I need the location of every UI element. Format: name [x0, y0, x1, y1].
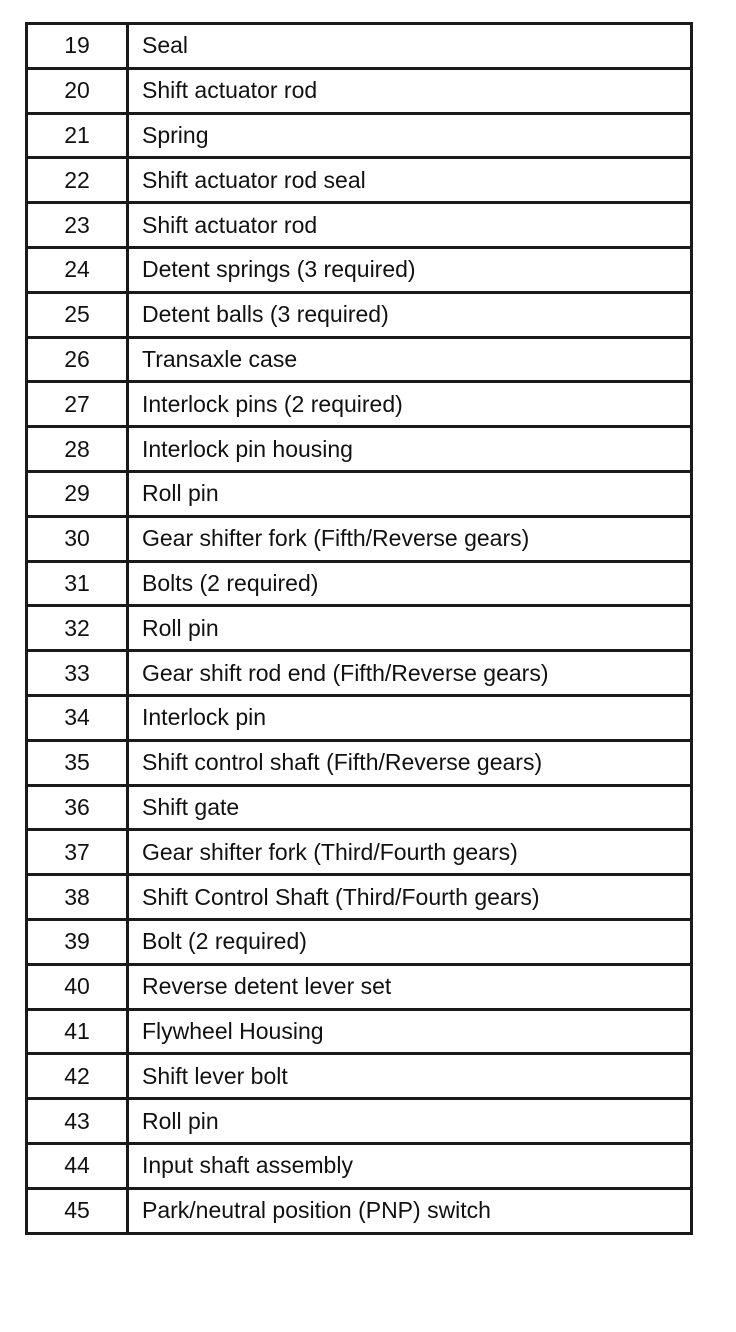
parts-table-body	[27, 24, 692, 1234]
table-row	[27, 740, 692, 785]
table-row	[27, 292, 692, 337]
part-description: Transaxle case	[128, 337, 692, 382]
part-number: 41	[27, 1009, 128, 1054]
table-row	[27, 561, 692, 606]
part-description: Bolt (2 required)	[128, 919, 692, 964]
part-number: 21	[27, 113, 128, 158]
part-number: 20	[27, 68, 128, 113]
part-description: Shift lever bolt	[128, 1054, 692, 1099]
table-row	[27, 919, 692, 964]
part-description: Shift actuator rod seal	[128, 158, 692, 203]
part-number: 25	[27, 292, 128, 337]
table-row	[27, 606, 692, 651]
part-number: 19	[27, 24, 128, 69]
part-description: Shift actuator rod	[128, 203, 692, 248]
part-number: 27	[27, 382, 128, 427]
part-number: 33	[27, 651, 128, 696]
part-number: 30	[27, 516, 128, 561]
table-row	[27, 471, 692, 516]
part-number: 37	[27, 830, 128, 875]
part-number: 34	[27, 695, 128, 740]
table-row	[27, 1099, 692, 1144]
part-description: Interlock pin	[128, 695, 692, 740]
part-description: Input shaft assembly	[128, 1143, 692, 1188]
table-row	[27, 1054, 692, 1099]
part-number: 38	[27, 875, 128, 920]
part-number: 44	[27, 1143, 128, 1188]
table-row	[27, 247, 692, 292]
table-row	[27, 830, 692, 875]
part-number: 40	[27, 964, 128, 1009]
part-number: 29	[27, 471, 128, 516]
table-row	[27, 651, 692, 696]
table-row	[27, 427, 692, 472]
part-number: 42	[27, 1054, 128, 1099]
table-row	[27, 24, 692, 69]
part-description: Shift Control Shaft (Third/Fourth gears)	[128, 875, 692, 920]
table-row	[27, 785, 692, 830]
part-description: Seal	[128, 24, 692, 69]
part-description: Roll pin	[128, 1099, 692, 1144]
part-number: 32	[27, 606, 128, 651]
part-number: 36	[27, 785, 128, 830]
parts-table	[25, 22, 693, 1235]
part-number: 28	[27, 427, 128, 472]
table-row	[27, 1009, 692, 1054]
table-row	[27, 1188, 692, 1233]
part-description: Detent balls (3 required)	[128, 292, 692, 337]
part-description: Interlock pins (2 required)	[128, 382, 692, 427]
part-number: 45	[27, 1188, 128, 1233]
part-number: 35	[27, 740, 128, 785]
table-row	[27, 875, 692, 920]
part-description: Gear shift rod end (Fifth/Reverse gears)	[128, 651, 692, 696]
part-description: Detent springs (3 required)	[128, 247, 692, 292]
table-row	[27, 382, 692, 427]
part-description: Shift control shaft (Fifth/Reverse gears)	[128, 740, 692, 785]
part-description: Gear shifter fork (Fifth/Reverse gears)	[128, 516, 692, 561]
part-description: Roll pin	[128, 606, 692, 651]
table-row	[27, 337, 692, 382]
table-row	[27, 68, 692, 113]
part-description: Interlock pin housing	[128, 427, 692, 472]
table-row	[27, 203, 692, 248]
part-number: 31	[27, 561, 128, 606]
table-row	[27, 695, 692, 740]
part-number: 22	[27, 158, 128, 203]
table-row	[27, 1143, 692, 1188]
part-description: Shift gate	[128, 785, 692, 830]
part-description: Gear shifter fork (Third/Fourth gears)	[128, 830, 692, 875]
part-number: 43	[27, 1099, 128, 1144]
part-description: Flywheel Housing	[128, 1009, 692, 1054]
table-row	[27, 158, 692, 203]
part-description: Park/neutral position (PNP) switch	[128, 1188, 692, 1233]
table-row	[27, 516, 692, 561]
part-description: Shift actuator rod	[128, 68, 692, 113]
part-number: 39	[27, 919, 128, 964]
part-description: Roll pin	[128, 471, 692, 516]
part-description: Reverse detent lever set	[128, 964, 692, 1009]
table-row	[27, 113, 692, 158]
part-number: 26	[27, 337, 128, 382]
part-description: Spring	[128, 113, 692, 158]
part-number: 23	[27, 203, 128, 248]
table-row	[27, 964, 692, 1009]
part-number: 24	[27, 247, 128, 292]
part-description: Bolts (2 required)	[128, 561, 692, 606]
